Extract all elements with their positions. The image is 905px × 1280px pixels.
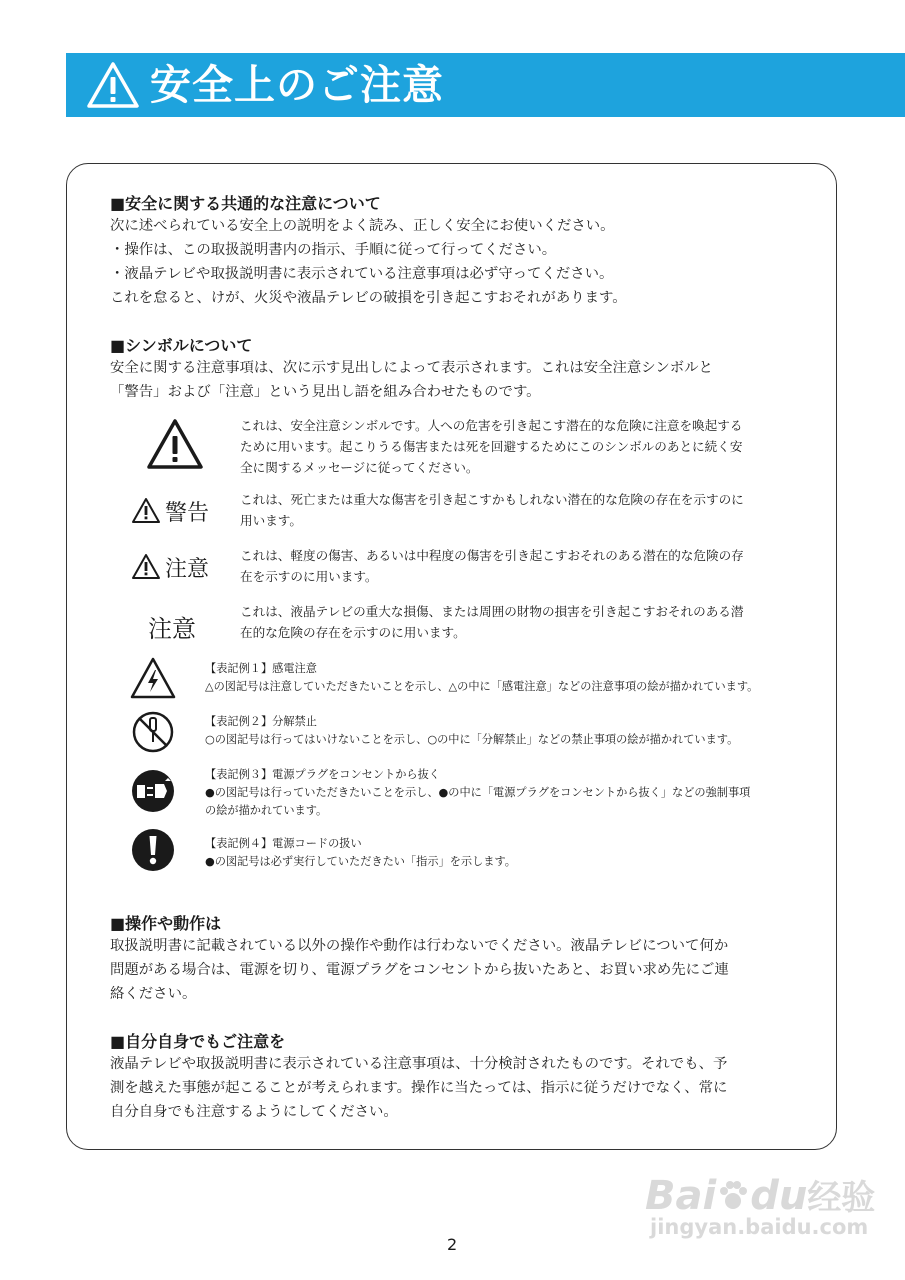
symbol-description: これは、軽度の傷害、あるいは中程度の傷害を引き起こすおそれのある潜在的な危険の存 [240, 548, 744, 563]
signal-word-caution: 注意 [165, 557, 210, 582]
electric-shock-caution-icon [130, 657, 176, 699]
body-text: 「警告」および「注意」という見出し語を組み合わせたものです。 [110, 384, 541, 400]
watermark-url: jingyan.baidu.com [650, 1215, 869, 1239]
safety-alert-symbol-icon [146, 418, 204, 470]
example-text: ●の図記号は行っていただきたいことを示し、●の中に「電源プラグをコンセントから抜く」などの強制事項 [205, 786, 751, 799]
section-heading: ■安全に関する共通的な注意について [110, 194, 381, 213]
body-text: 問題がある場合は、電源を切り、電源プラグをコンセントから抜いたあと、お買い求め先にご連 [110, 962, 729, 978]
symbol-description: 在を示すのに用います。 [240, 569, 378, 584]
body-text: 測を越えた事態が起こることが考えられます。操作に当たっては、指示に従うだけでなく、常に [110, 1080, 728, 1096]
example-text: 【表記例４】電源コードの扱い [205, 837, 362, 850]
example-text: ○の図記号は行ってはいけないことを示し、○の中に「分解禁止」などの禁止事項の絵が描かれています。 [205, 733, 739, 746]
example-text: △の図記号は注意していただきたいことを示し、△の中に「感電注意」などの注意事項の絵が描かれています。 [205, 680, 759, 693]
paw-icon [716, 1179, 750, 1213]
signal-word-caution-property: 注意 [148, 615, 196, 643]
symbol-description: 全に関するメッセージに従ってください。 [240, 460, 479, 475]
section-heading: ■シンボルについて [110, 336, 253, 355]
page-header [66, 53, 905, 117]
no-disassembly-icon [131, 710, 175, 754]
warning-triangle-icon [86, 61, 140, 109]
warning-triangle-icon [131, 497, 161, 524]
example-text: 【表記例１】感電注意 [205, 662, 317, 675]
body-text: ・操作は、この取扱説明書内の指示、手順に従って行ってください。 [110, 242, 557, 258]
body-text: 液晶テレビや取扱説明書に表示されている注意事項は、十分検討されたものです。それでも、予 [110, 1056, 728, 1072]
mandatory-action-icon [131, 828, 175, 872]
body-text: 自分自身でも注意するようにしてください。 [110, 1104, 398, 1120]
body-text: 次に述べられている安全上の説明をよく読み、正しく安全にお使いください。 [110, 218, 615, 234]
symbol-description: ために用います。起こりうる傷害または死を回避するためにこのシンボルのあとに続く安 [240, 439, 743, 454]
watermark-logo: Bai du经验 [645, 1173, 876, 1219]
symbol-description: 用います。 [240, 513, 302, 528]
example-text: 【表記例２】分解禁止 [205, 715, 317, 728]
example-text: 【表記例３】電源プラグをコンセントから抜く [205, 768, 440, 781]
symbol-description: これは、液晶テレビの重大な損傷、または周囲の財物の損害を引き起こすおそれのある潜 [240, 604, 744, 619]
symbol-description: これは、安全注意シンボルです。人への危害を引き起こす潜在的な危険に注意を喚起する [240, 418, 743, 433]
page-number: 2 [447, 1235, 458, 1254]
page-title: 安全上のご注意 [150, 61, 444, 109]
section-heading: ■自分自身でもご注意を [110, 1032, 286, 1051]
caution-triangle-icon [131, 553, 161, 580]
example-text: の絵が描かれています。 [205, 804, 328, 817]
symbol-description: これは、死亡または重大な傷害を引き起こすかもしれない潜在的な危険の存在を示すのに [240, 492, 744, 507]
body-text: これを怠ると、けが、火災や液晶テレビの破損を引き起こすおそれがあります。 [110, 290, 627, 306]
section-heading: ■操作や動作は [110, 914, 222, 933]
body-text: 取扱説明書に記載されている以外の操作や動作は行わないでください。液晶テレビについて何か [110, 938, 729, 954]
body-text: 絡ください。 [110, 986, 197, 1002]
symbol-description: 在的な危険の存在を示すのに用います。 [240, 625, 466, 640]
body-text: ・液晶テレビや取扱説明書に表示されている注意事項は必ず守ってください。 [110, 266, 614, 282]
example-text: ●の図記号は必ず実行していただきたい「指示」を示します。 [205, 855, 516, 868]
signal-word-warning: 警告 [165, 501, 210, 526]
body-text: 安全に関する注意事項は、次に示す見出しによって表示されます。これは安全注意シンボルと [110, 360, 713, 376]
unplug-power-icon [131, 769, 175, 813]
